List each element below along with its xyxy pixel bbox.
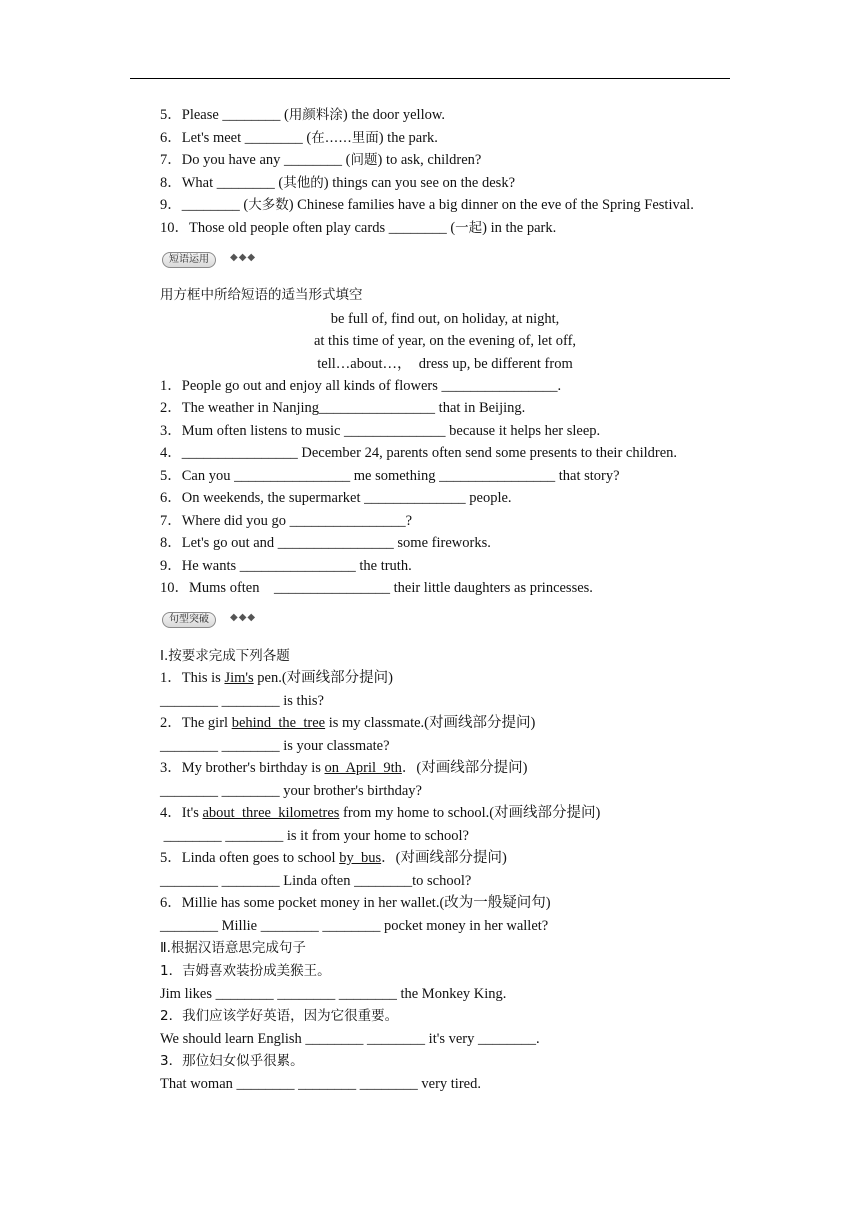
vocab-item-5: 5．Please ________ (用颜料涂) the door yellow. — [160, 107, 446, 123]
question-4: 4．It's about three kilometres from my home to school.(对画线部分提问) — [160, 805, 601, 821]
section-badge-sentence — [160, 610, 260, 630]
translation-3-chinese: 3．那位妇女似乎很累。 — [160, 1053, 304, 1069]
phrase-item-3: 3．Mum often listens to music ______________ because it helps her sleep. — [160, 423, 601, 439]
vocab-item-10: 10．Those old people often play cards ________ (一起) in the park. — [160, 220, 557, 236]
badge-label: 短语运用 — [162, 252, 216, 268]
answer-5: ________ ________ Linda often ________to school? — [160, 873, 472, 889]
answer-4: ________ ________ is it from your home to school? — [160, 828, 469, 844]
phrase-item-9: 9．He wants ________________ the truth. — [160, 558, 412, 574]
badge-dots-icon: ◆◆◆ — [230, 252, 257, 263]
phrase-item-8: 8．Let's go out and ________________ some fireworks. — [160, 535, 491, 551]
vocab-item-7: 7．Do you have any ________ (问题) to ask, children? — [160, 152, 482, 168]
answer-2: ________ ________ is your classmate? — [160, 738, 390, 754]
question-2: 2．The girl behind the tree is my classmate.(对画线部分提问) — [160, 715, 536, 731]
question-5: 5．Linda often goes to school by bus．(对画线部分提问) — [160, 850, 507, 866]
answer-1: ________ ________ is this? — [160, 693, 324, 709]
phrase-item-1: 1．People go out and enjoy all kinds of flowers ________________. — [160, 378, 562, 394]
part2-title: Ⅱ.根据汉语意思完成句子 — [160, 940, 306, 956]
translation-2-english: We should learn English ________ ________ it's very ________. — [160, 1031, 540, 1047]
header-rule — [130, 78, 730, 79]
vocab-item-8: 8．What ________ (其他的) things can you see on the desk? — [160, 175, 516, 191]
phrase-instruction: 用方框中所给短语的适当形式填空 — [160, 287, 363, 303]
phrase-item-10: 10．Mums often ________________ their little daughters as princesses. — [160, 580, 593, 596]
translation-1-chinese: 1．吉姆喜欢装扮成美猴王。 — [160, 963, 331, 979]
phrase-box-line-1: be full of, find out, on holiday, at night, — [330, 311, 560, 327]
part1-title: Ⅰ.按要求完成下列各题 — [160, 648, 290, 664]
translation-3-english: That woman ________ ________ ________ very tired. — [160, 1076, 481, 1092]
section-badge-phrase — [160, 250, 260, 270]
phrase-box-line-3: tell…about…， dress up, be different from — [317, 356, 573, 372]
answer-3: ________ ________ your brother's birthday? — [160, 783, 422, 799]
question-1: 1．This is Jim's pen.(对画线部分提问) — [160, 670, 394, 686]
translation-2-chinese: 2．我们应该学好英语，因为它很重要。 — [160, 1008, 399, 1024]
phrase-item-4: 4．________________ December 24, parents often send some presents to their children. — [160, 445, 678, 461]
phrase-item-7: 7．Where did you go ________________? — [160, 513, 413, 529]
phrase-box-line-2: at this time of year, on the evening of, let off, — [313, 333, 577, 349]
answer-6: ________ Millie ________ ________ pocket money in her wallet? — [160, 918, 549, 934]
phrase-item-6: 6．On weekends, the supermarket ______________ people. — [160, 490, 512, 506]
question-3: 3．My brother's birthday is on April 9th．(对画线部分提问) — [160, 760, 528, 776]
vocab-item-9: 9．________ (大多数) Chinese families have a big dinner on the eve of the Spring Festival. — [160, 197, 694, 213]
question-6: 6．Millie has some pocket money in her wallet.(改为一般疑问句) — [160, 895, 551, 911]
badge-dots-icon: ◆◆◆ — [230, 612, 257, 623]
translation-1-english: Jim likes ________ ________ ________ the Monkey King. — [160, 986, 507, 1002]
badge-label: 句型突破 — [162, 612, 216, 628]
vocab-item-6: 6．Let's meet ________ (在……里面) the park. — [160, 130, 438, 146]
phrase-item-5: 5．Can you ________________ me something ________________ that story? — [160, 468, 620, 484]
phrase-item-2: 2．The weather in Nanjing________________ that in Beijing. — [160, 400, 526, 416]
